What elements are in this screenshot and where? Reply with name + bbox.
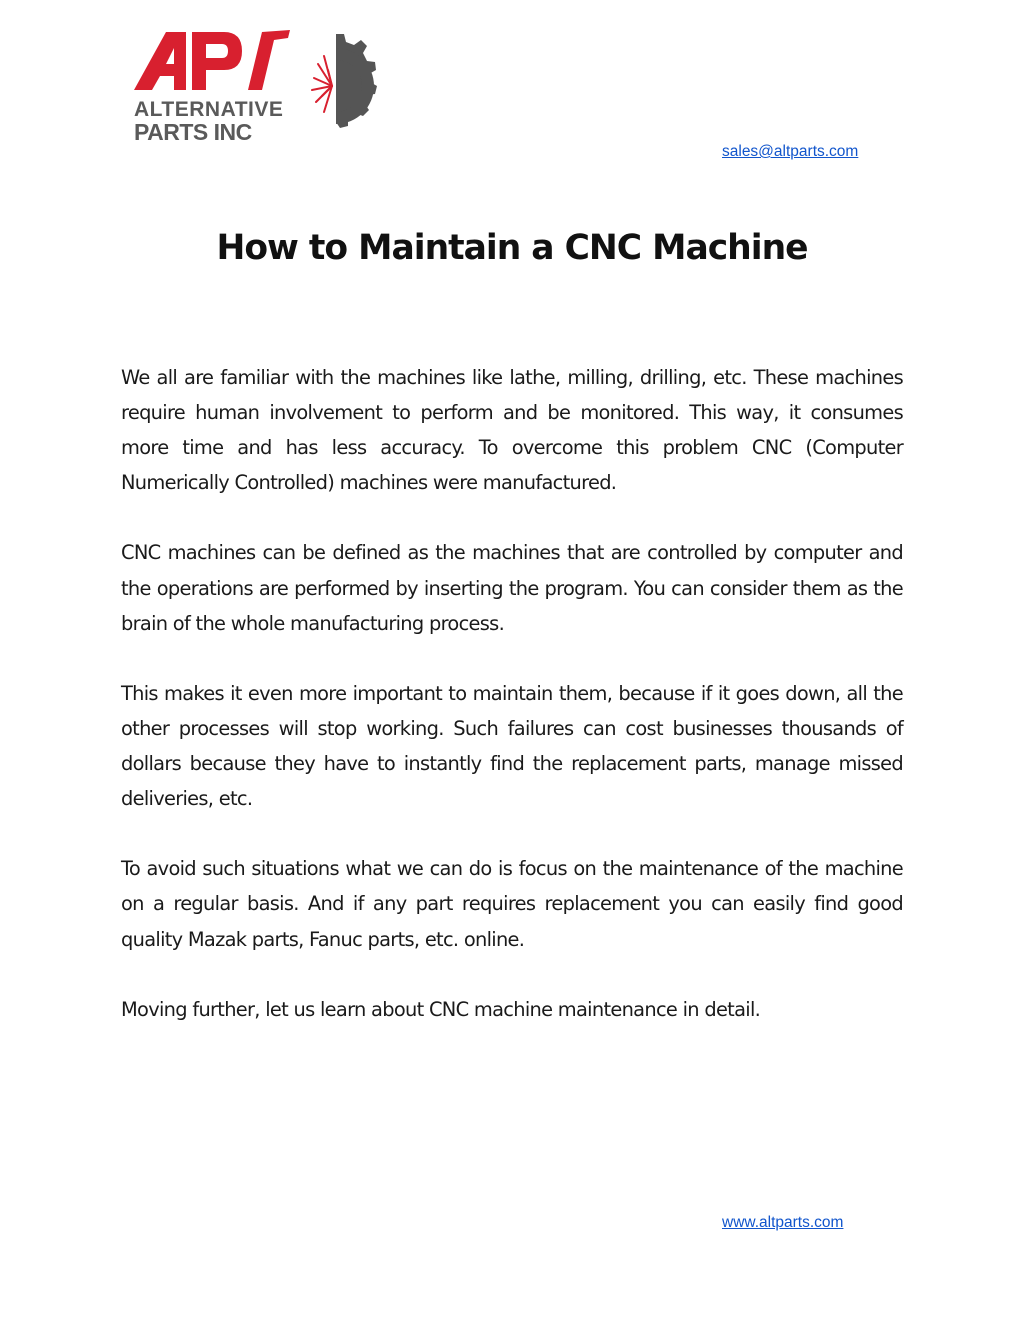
company-logo bbox=[132, 24, 380, 150]
paragraph: CNC machines can be defined as the machines that are controlled by computer and the operations are performed by inserting the program. You can consider them as the brain of the whole manufacturing process. bbox=[121, 541, 903, 635]
paragraph: Moving further, let us learn about CNC machine maintenance in detail. bbox=[121, 997, 761, 1021]
article-body bbox=[121, 360, 903, 1027]
api-gear-logo-icon bbox=[132, 24, 380, 150]
paragraph: This makes it even more important to maintain them, because if it goes down, all the other processes will stop working. Such failures can cost businesses thousands of dollars because they have to instantly find the replacement parts, manage missed deliveries, etc. bbox=[121, 681, 903, 811]
email-link[interactable]: sales@altparts.com bbox=[722, 143, 859, 160]
website-link[interactable]: www.altparts.com bbox=[722, 1214, 844, 1231]
page-title: How to Maintain a CNC Machine bbox=[216, 228, 808, 268]
paragraph: To avoid such situations what we can do is focus on the maintenance of the machine on a regular basis. And if any part requires replacement you can easily find good quality Mazak parts, Fanuc parts, etc. online. bbox=[121, 857, 903, 951]
logo-line-2: PARTS INC bbox=[134, 119, 252, 145]
logo-line-1: ALTERNATIVE bbox=[134, 98, 284, 121]
paragraph: We all are familiar with the machines like lathe, milling, drilling, etc. These machines require human involvement to perform and be monitored. This way, it consumes more time and has less accuracy. To overcome this problem CNC (Computer Numerically Controlled) machines were manufactured. bbox=[121, 366, 903, 495]
